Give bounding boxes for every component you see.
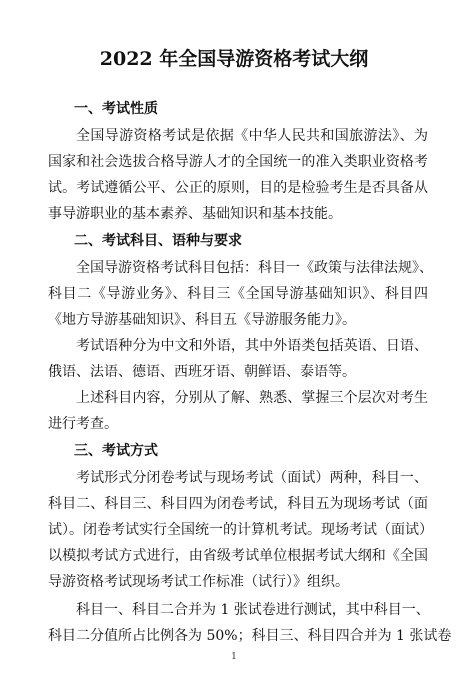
paragraph-line: 导游资格考试现场考试工作标准（试行）》组织。 <box>48 574 349 590</box>
paragraph-line: 俄语、法语、德语、西班牙语、朝鲜语、泰语等。 <box>48 364 356 380</box>
paragraph-line: 科目二《导游业务》、科目三《全国导游基础知识》、科目四 <box>48 286 428 302</box>
paragraph-line: 科目一、科目二合并为 1 张试卷进行测试，其中科目一、 <box>76 602 430 618</box>
document-title: 2022 年全国导游资格考试大纲 <box>99 48 369 70</box>
paragraph-line: 国家和社会选拔合格导游人才的全国统一的准入类职业资格考 <box>48 154 428 170</box>
section-heading-subjects: 二、考试科目、语种与要求 <box>74 233 242 249</box>
section-heading-nature: 一、考试性质 <box>74 101 158 117</box>
paragraph-line: 科目二分值所占比例各为 50%；科目三、科目四合并为 1 张试卷 <box>48 628 452 644</box>
paragraph-line: 试。考试遵循公平、公正的原则，目的是检验考生是否具备从 <box>48 180 428 196</box>
paragraph-line: 以模拟考试方式进行，由省级考试单位根据考试大纲和《全国 <box>48 548 428 564</box>
paragraph-line: 进行考查。 <box>48 416 118 432</box>
paragraph-line: 上述科目内容，分别从了解、熟悉、掌握三个层次对考生 <box>76 390 428 406</box>
paragraph-line: 《地方导游基础知识》、科目五《导游服务能力》。 <box>48 312 356 328</box>
paragraph-line: 事导游职业的基本素养、基础知识和基本技能。 <box>48 206 342 222</box>
paragraph-line: 科目二、科目三、科目四为闭卷考试，科目五为现场考试（面 <box>48 496 428 512</box>
paragraph-line: 全国导游资格考试是依据《中华人民共和国旅游法》、为 <box>76 128 428 144</box>
paragraph-line: 考试形式分闭卷考试与现场考试（面试）两种，科目一、 <box>76 470 428 486</box>
paragraph-line: 全国导游资格考试科目包括：科目一《政策与法律法规》、 <box>76 260 433 276</box>
paragraph-line: 考试语种分为中文和外语，其中外语类包括英语、日语、 <box>76 338 428 354</box>
paragraph-line: 试）。闭卷考试实行全国统一的计算机考试。现场考试（面试） <box>48 522 433 538</box>
section-heading-method: 三、考试方式 <box>74 443 158 459</box>
page-number: 1 <box>231 652 237 662</box>
